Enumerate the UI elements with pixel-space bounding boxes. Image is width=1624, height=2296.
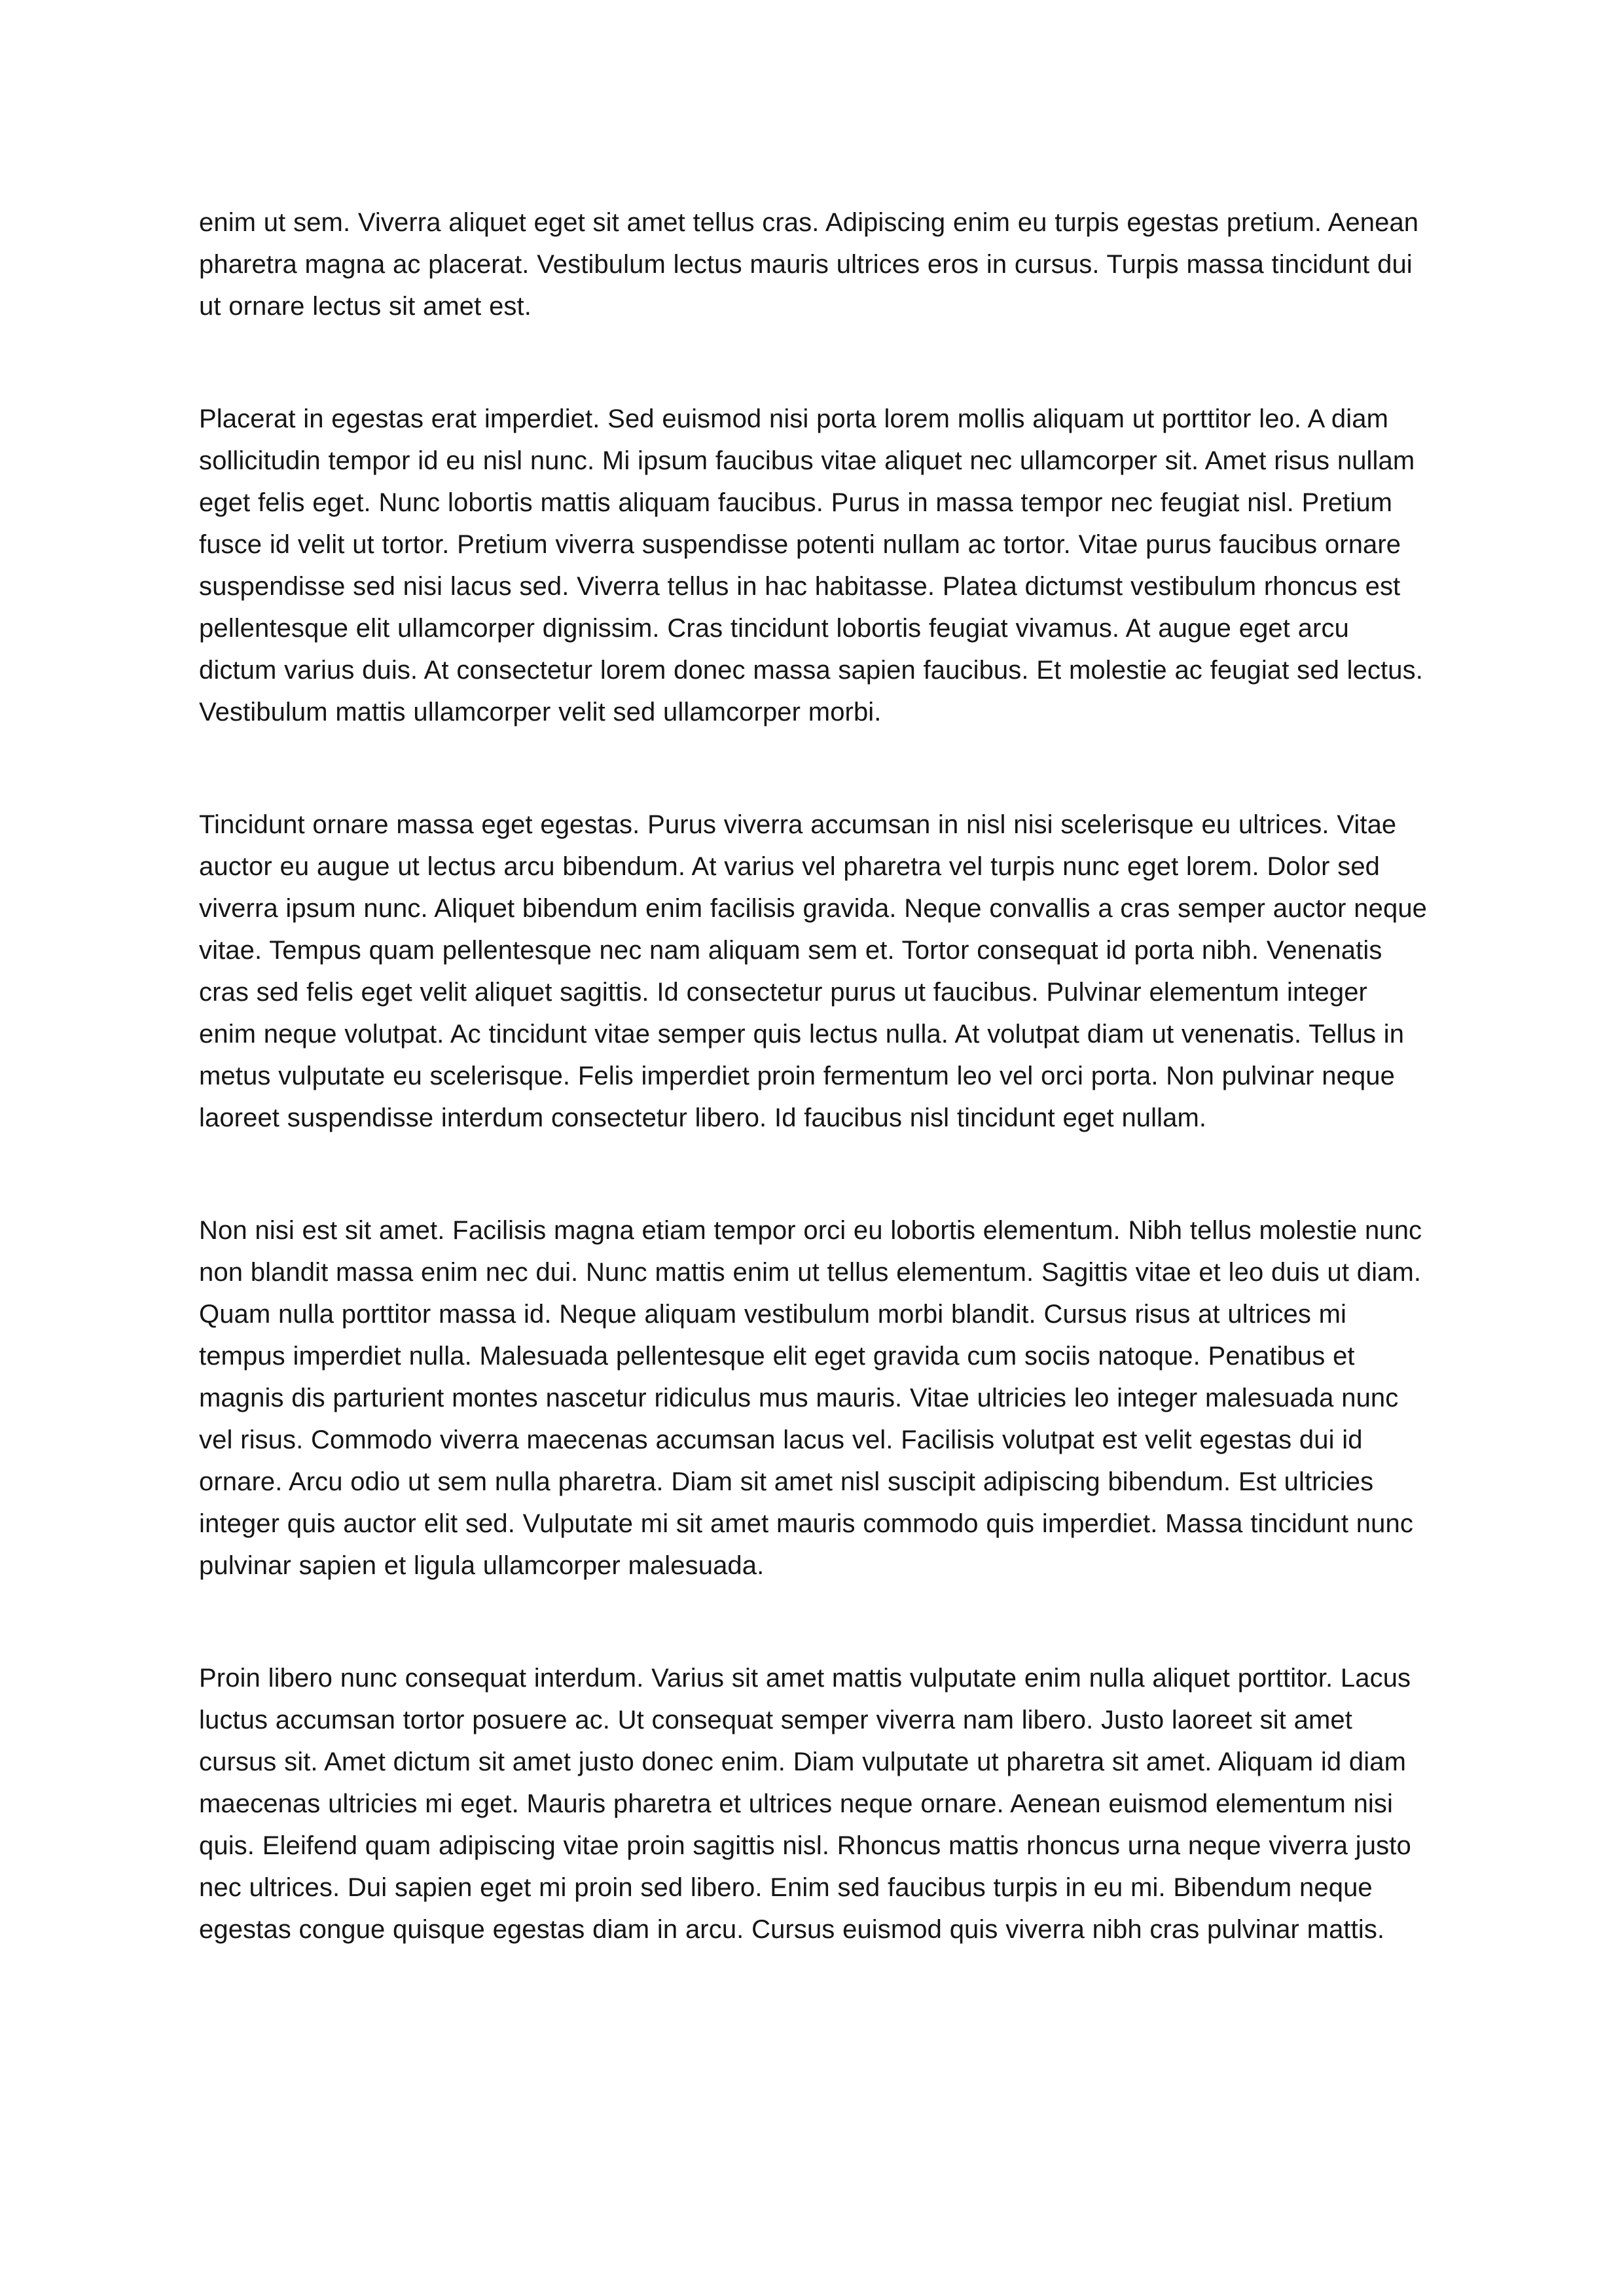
- paragraph: Non nisi est sit amet. Facilisis magna etiam tempor orci eu lobortis elementum. Nibh tellus molestie nunc non blandit massa enim nec dui. Nunc mattis enim ut tellus elementum. Sagittis vitae et leo duis ut diam. Quam nulla porttitor massa id. Neque aliquam vestibulum morbi blandit. Cursus risus at ultrices mi tempus imperdiet nulla. Malesuada pellentesque elit eget gravida cum sociis natoque. Penatibus et magnis dis parturient montes nascetur ridiculus mus mauris. Vitae ultricies leo integer malesuada nunc vel risus. Commodo viverra maecenas accumsan lacus vel. Facilisis volutpat est velit egestas dui id ornare. Arcu odio ut sem nulla pharetra. Diam sit amet nisl suscipit adipiscing bibendum. Est ultricies integer quis auctor elit sed. Vulputate mi sit amet mauris commodo quis imperdiet. Massa tincidunt nunc pulvinar sapien et ligula ullamcorper malesuada.: [199, 1216, 1422, 1580]
- paragraph: Tincidunt ornare massa eget egestas. Purus viverra accumsan in nisl nisi scelerisque eu ultrices. Vitae auctor eu augue ut lectus arcu bibendum. At varius vel pharetra vel turpis nunc eget lorem. Dolor sed viverra ipsum nunc. Aliquet bibendum enim facilisis gravida. Neque convallis a cras semper auctor neque vitae. Tempus quam pellentesque nec nam aliquam sem et. Tortor consequat id porta nibh. Venenatis cras sed felis eget velit aliquet sagittis. Id consectetur purus ut faucibus. Pulvinar elementum integer enim neque volutpat. Ac tincidunt vitae semper quis lectus nulla. At volutpat diam ut venenatis. Tellus in metus vulputate eu scelerisque. Felis imperdiet proin fermentum leo vel orci porta. Non pulvinar neque laoreet suspendisse interdum consectetur libero. Id faucibus nisl tincidunt eget nullam.: [199, 810, 1428, 1132]
- paragraph: Proin libero nunc consequat interdum. Varius sit amet mattis vulputate enim nulla aliquet porttitor. Lacus luctus accumsan tortor posuere ac. Ut consequat semper viverra nam libero. Justo laoreet sit amet cursus sit. Amet dictum sit amet justo donec enim. Diam vulputate ut pharetra sit amet. Aliquam id diam maecenas ultricies mi eget. Mauris pharetra et ultrices neque ornare. Aenean euismod elementum nisi quis. Eleifend quam adipiscing vitae proin sagittis nisl. Rhoncus mattis rhoncus urna neque viverra justo nec ultrices. Dui sapien eget mi proin sed libero. Enim sed faucibus turpis in eu mi. Bibendum neque egestas congue quisque egestas diam in arcu. Cursus euismod quis viverra nibh cras pulvinar mattis.: [199, 1664, 1411, 1944]
- paragraph: enim ut sem. Viverra aliquet eget sit amet tellus cras. Adipiscing enim eu turpis egestas pretium. Aenean pharetra magna ac placerat. Vestibulum lectus mauris ultrices eros in cursus. Turpis massa tincidunt dui ut ornare lectus sit amet est.: [199, 208, 1419, 321]
- paragraph: Placerat in egestas erat imperdiet. Sed euismod nisi porta lorem mollis aliquam ut porttitor leo. A diam sollicitudin tempor id eu nisl nunc. Mi ipsum faucibus vitae aliquet nec ullamcorper sit. Amet risus nullam eget felis eget. Nunc lobortis mattis aliquam faucibus. Purus in massa tempor nec feugiat nisl. Pretium fusce id velit ut tortor. Pretium viverra suspendisse potenti nullam ac tortor. Vitae purus faucibus ornare suspendisse sed nisi lacus sed. Viverra tellus in hac habitasse. Platea dictumst vestibulum rhoncus est pellentesque elit ullamcorper dignissim. Cras tincidunt lobortis feugiat vivamus. At augue eget arcu dictum varius duis. At consectetur lorem donec massa sapien faucibus. Et molestie ac feugiat sed lectus. Vestibulum mattis ullamcorper velit sed ullamcorper morbi.: [199, 404, 1423, 726]
